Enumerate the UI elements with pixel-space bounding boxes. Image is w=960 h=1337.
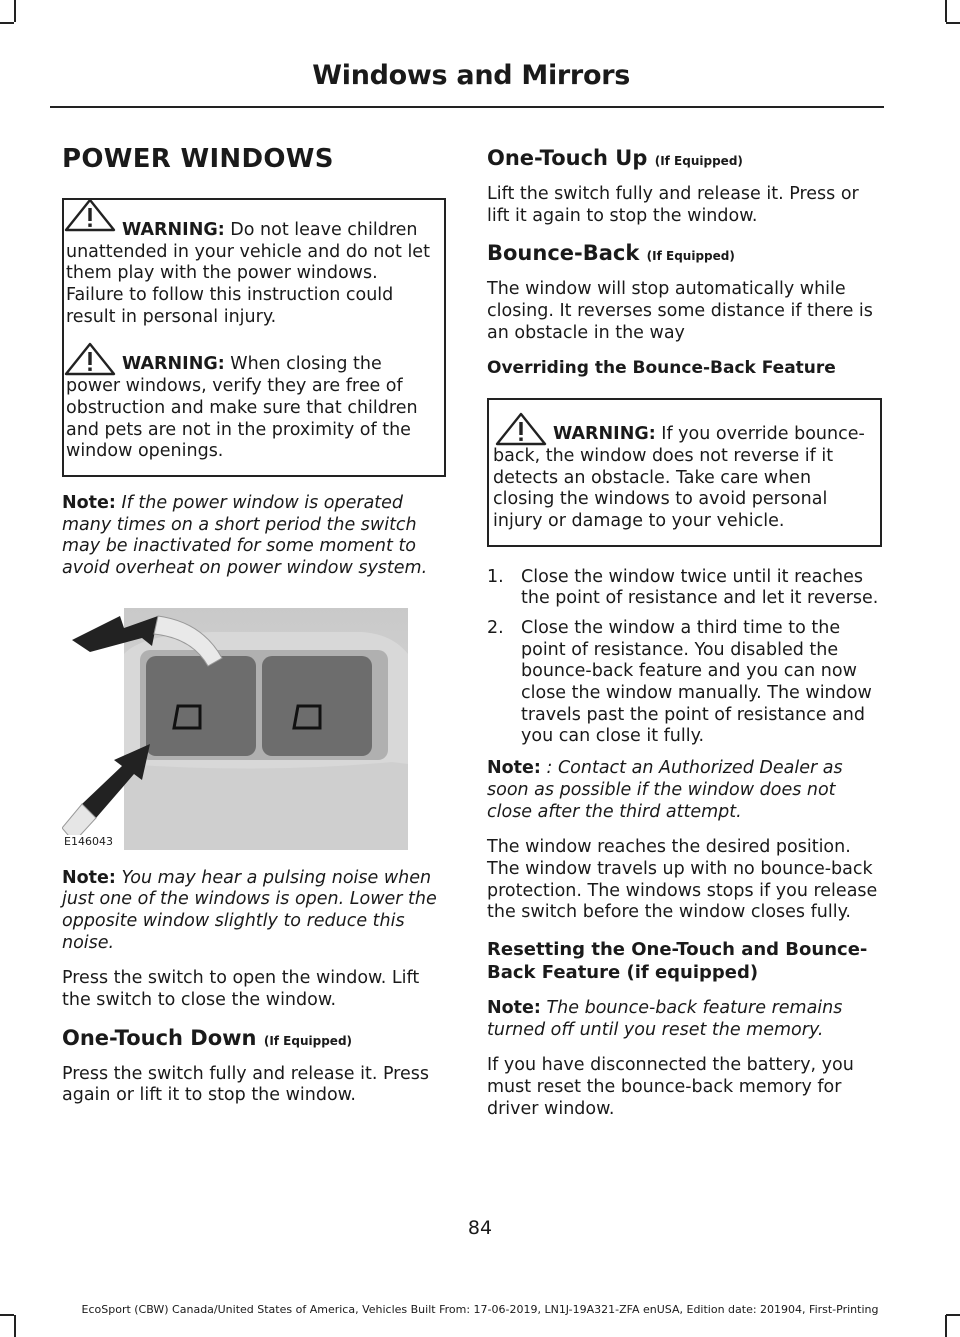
warning-item — [64, 342, 444, 462]
subheading-text: One-Touch Up — [487, 146, 648, 170]
body-paragraph: The window will stop automatically while closing. It reverses some distance if there is an obstacle in the way — [487, 279, 873, 343]
note-paragraph — [62, 493, 446, 580]
step-number: 2. — [487, 618, 504, 638]
warning-paragraph — [66, 208, 440, 328]
subheading-resetting: Resetting the One-Touch and Bounce-Back Feature (if equipped) — [487, 938, 868, 983]
crop-mark — [946, 22, 960, 24]
if-equipped-tag: (If Equipped) — [654, 154, 743, 168]
note-label: Note: — [487, 998, 541, 1018]
section-title: POWER WINDOWS — [62, 144, 334, 174]
warning-label: WARNING: — [122, 354, 225, 375]
page-header-title: Windows and Mirrors — [312, 60, 630, 91]
warning-item — [64, 208, 444, 328]
body-paragraph: The window reaches the desired position. The window travels up with no bounce-back protection. The windows stops if you release the switch before the window closes fully. — [487, 837, 878, 923]
figure-id-label: E146043 — [64, 834, 113, 848]
crop-mark — [14, 0, 16, 22]
warning-label: WARNING: — [122, 220, 225, 240]
subheading-text: Bounce-Back — [487, 241, 640, 266]
warning-box — [487, 398, 882, 546]
note-text: If the power window is operated many times on a short period the switch may be inactivated for some moment to avoid overheat on power window system. — [62, 492, 428, 578]
steps-list — [487, 567, 882, 749]
right-column — [487, 130, 882, 1134]
rear-window-switch-figure — [62, 594, 408, 850]
subheading-bounce-back — [487, 241, 882, 265]
window-switch-illustration — [62, 594, 408, 850]
left-column — [62, 130, 446, 1121]
subheading-one-touch-up — [487, 146, 882, 170]
crop-mark — [0, 22, 14, 24]
page-number: 84 — [467, 1217, 493, 1239]
step-text: Close the window a third time to the point of resistance. You disabled the bounce-back feature and you can now close the window manually. The window travels past the point of resistance and you can close it fully. — [521, 618, 872, 747]
crop-mark — [14, 1315, 16, 1337]
note-text: The bounce-back feature remains turned off until you reset the memory. — [487, 998, 843, 1040]
warning-paragraph — [66, 342, 440, 462]
crop-mark — [945, 1315, 947, 1337]
note-paragraph — [487, 998, 882, 1041]
warning-text: Do not leave children unattended in your vehicle and do not let them play with the power windows. Failure to follow this instruction could result in personal injury. — [66, 220, 430, 327]
warning-triangle-icon — [495, 412, 547, 446]
list-item — [487, 618, 882, 748]
page-footer: EcoSport (CBW) Canada/United States of America, Vehicles Built From: 17-06-2019, LN1J-19A321-ZFA enUSA, Edition date: 201904, First-Printing — [81, 1303, 879, 1316]
subheading-one-touch-down — [62, 1026, 446, 1050]
warning-box — [62, 198, 446, 477]
if-equipped-tag: (If Equipped) — [263, 1033, 353, 1048]
note-label: Note: — [487, 758, 541, 779]
body-paragraph: Lift the switch fully and release it. Press or lift it again to stop the window. — [487, 184, 859, 226]
note-text: You may hear a pulsing noise when just one of the windows is open. Lower the opposite window slightly to reduce this noise. — [62, 867, 437, 953]
note-paragraph — [62, 868, 446, 955]
subheading-overriding: Overriding the Bounce-Back Feature — [487, 358, 836, 379]
warning-text: When closing the power windows, verify they are free of obstruction and make sure that children and pets are not in the proximity of the window openings. — [66, 354, 418, 462]
note-label: Note: — [62, 492, 116, 513]
warning-triangle-icon — [64, 198, 116, 232]
body-paragraph: Press the switch to open the window. Lift the switch to close the window. — [62, 968, 420, 1011]
warning-text: If you override bounce-back, the window does not reverse if it detects an obstacle. Take care when closing the windows to avoid personal injury or damage to your vehicle. — [493, 424, 865, 531]
step-number: 1. — [487, 566, 504, 587]
subheading-text: One-Touch Down — [62, 1025, 257, 1050]
crop-mark — [945, 0, 947, 22]
note-text: : Contact an Authorized Dealer as soon as possible if the window does not close after the third attempt. — [487, 758, 843, 822]
list-item — [487, 567, 882, 610]
if-equipped-tag: (If Equipped) — [646, 249, 735, 264]
warning-triangle-icon — [64, 342, 116, 376]
warning-label: WARNING: — [553, 424, 656, 445]
note-paragraph — [487, 758, 882, 823]
step-text: Close the window twice until it reaches the point of resistance and let it reverse. — [521, 566, 879, 609]
warning-item — [489, 412, 880, 532]
body-paragraph: If you have disconnected the battery, you must reset the bounce-back memory for driver window. — [487, 1055, 854, 1119]
note-label: Note: — [62, 867, 116, 888]
body-paragraph: Press the switch fully and release it. Press again or lift it to stop the window. — [62, 1063, 429, 1106]
warning-paragraph — [493, 412, 876, 532]
header-divider — [50, 106, 884, 108]
